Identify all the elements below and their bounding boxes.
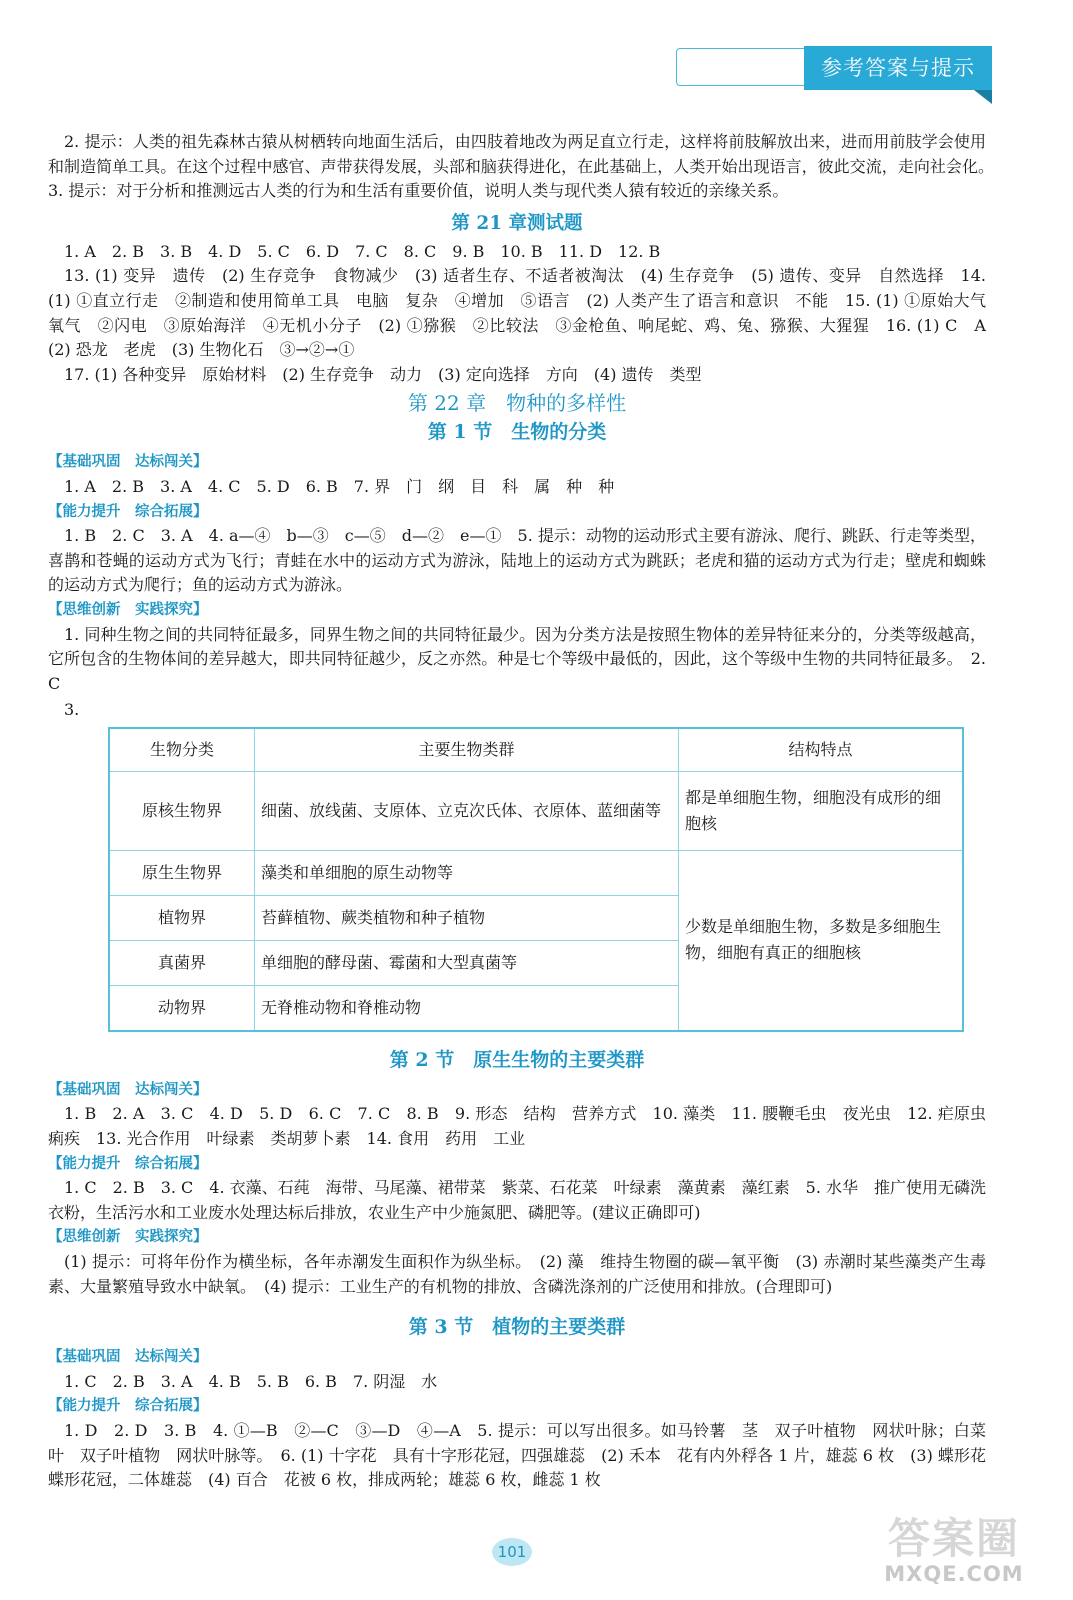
test21-title: 第 21 章测试题 [451,212,583,234]
watermark-url: MXQE.COM [884,1562,1024,1586]
sec1-think-answers: 1. 同种生物之间的共同特征最多，同界生物之间的共同特征最少。因为分类方法是按照生物体的差异特征来分的，分类等级越高，它所包含的生物体间的差异越大，即共同特征越少，反之亦然。种是七个等级中最低的，因此，这个等级中生物的共同特征最多。 2. C [48,624,986,693]
header-ribbon-fold [974,90,992,104]
header-title: 参考答案与提示 [804,46,992,90]
table-header-cell: 生物分类 [109,728,255,772]
groups-cell: 无脊椎动物和脊椎动物 [255,985,679,1031]
answer-content [48,130,1003,1493]
sec2-ability-tag: 【能力提升 综合拓展】 [48,1155,208,1172]
watermark [854,1516,1054,1588]
groups-cell: 苔藓植物、蕨类植物和种子植物 [255,895,679,940]
sec1-think-tag: 【思维创新 实践探究】 [48,601,208,618]
kingdom-cell: 原核生物界 [109,771,255,850]
table-row [109,771,963,850]
sec3-ability-answers: 1. D 2. D 3. B 4. ①—B ②—C ③—D ④—A 5. 提示：可以写出很多。如马铃薯 茎 双子叶植物 网状叶脉；白菜 叶 双子叶植物 网状叶脉等。 6. (1) 十字花 具有十字形花冠，四强雄蕊 (2) 禾本 花有内外稃各 1 片，雄蕊 6 枚 (3) 蝶形花 蝶形花冠，二体雄蕊 (4) 百合 花被 6 枚，排成两轮；雄蕊 6 枚，雌蕊 1 枚 [48,1421,1003,1490]
sec1-basic-answers: 1. A 2. B 3. A 4. C 5. D 6. B 7. 界 门 纲 目 科 属 种 种 [64,476,615,496]
chapter22-title: 第 22 章 物种的多样性 [407,391,627,416]
kingdom-cell: 真菌界 [109,940,255,985]
sec3-basic-answers: 1. C 2. B 3. A 4. B 5. B 6. B 7. 阴湿 水 [64,1371,438,1391]
sec3-basic-tag: 【基础巩固 达标闯关】 [48,1349,208,1366]
groups-cell: 藻类和单细胞的原生动物等 [255,850,679,895]
table-header-row [109,728,963,772]
test21-line: 13. (1) 变异 遗传 (2) 生存竞争 食物减少 (3) 适者生存、不适者被淘汰 (4) 生存竞争 (5) 遗传、变异 自然选择 14. (1) ①直立行走 ②制造和使用简单工具 电脑 复杂 ④增加 ⑤语言 (2) 人类产生了语言和意识 不能 15. (1) ①原始大气 氧气 ②闪电 ③原始海洋 ④无机小分子 (2) ①猕猴 ②比较法 ③金枪鱼、响尾蛇、鸡、兔、猕猴、大猩猩 16. (1) C A (2) 恐龙 老虎 (3) 生物化石 ③→②→① [48,266,1003,360]
sec1-ability-answers: 1. B 2. C 3. A 4. a—④ b—③ c—⑤ d—② e—① 5. 提示：动物的运动形式主要有游泳、爬行、跳跃、行走等类型，喜鹊和苍蝇的运动方式为飞行；青蛙在水中的运动方式为游泳，陆地上的运动方式为跳跃；老虎和猫的运动方式为行走；壁虎和蜘蛛的运动方式为爬行；鱼的运动方式为游泳。 [48,526,986,595]
intro-paragraph: 2. 提示：人类的祖先森林古猿从树栖转向地面生活后，由四肢着地改为两足直立行走，这样将前肢解放出来，进而用前肢学会使用和制造简单工具。在这个过程中感官、声带获得发展，头部和脑获得进化，在此基础上，人类开始出现语言，彼此交流，走向社会化。 3. 提示：对于分析和推测远古人类的行为和生活有重要价值，说明人类与现代类人猿有较近的亲缘关系。 [48,132,1003,201]
groups-cell: 细菌、放线菌、支原体、立克次氏体、衣原体、蓝细菌等 [255,771,679,850]
sec3-title: 第 3 节 植物的主要类群 [408,1316,626,1339]
sec2-basic-answers: 1. B 2. A 3. C 4. D 5. D 6. C 7. C 8. B 9. 形态 结构 营养方式 10. 藻类 11. 腰鞭毛虫 夜光虫 12. 疟原虫 痢疾 13. 光合作用 叶绿素 类胡萝卜素 14. 食用 药用 工业 [48,1104,1003,1149]
sec1-basic-tag: 【基础巩固 达标闯关】 [48,454,208,471]
table-row [109,850,963,895]
test21-line: 17. (1) 各种变异 原始材料 (2) 生存竞争 动力 (3) 定向选择 方向 (4) 遗传 类型 [64,364,702,384]
sec1-q3-number: 3. [64,700,80,720]
sec2-ability-answers: 1. C 2. B 3. C 4. 衣藻、石莼 海带、马尾藻、裙带菜 紫菜、石花菜 叶绿素 藻黄素 藻红素 5. 水华 推广使用无磷洗衣粉，生活污水和工业废水处理达标后排放，农业生产中少施氮肥、磷肥等。(建议正确即可) [48,1178,987,1222]
sec1-title: 第 1 节 生物的分类 [427,421,607,444]
feature-cell: 都是单细胞生物，细胞没有成形的细胞核 [679,771,964,850]
sec2-think-tag: 【思维创新 实践探究】 [48,1229,208,1246]
kingdom-cell: 动物界 [109,985,255,1031]
kingdom-cell: 原生生物界 [109,850,255,895]
feature-cell: 少数是单细胞生物，多数是多细胞生物，细胞有真正的细胞核 [679,850,964,1031]
page-number: 101 [492,1538,532,1566]
sec2-basic-tag: 【基础巩固 达标闯关】 [48,1081,208,1098]
sec3-ability-tag: 【能力提升 综合拓展】 [48,1398,208,1415]
table-header-cell: 主要生物类群 [255,728,679,772]
groups-cell: 单细胞的酵母菌、霉菌和大型真菌等 [255,940,679,985]
classification-table [108,727,964,1032]
kingdom-cell: 植物界 [109,895,255,940]
table-header-cell: 结构特点 [679,728,964,772]
watermark-logo: 答案圈 [887,1514,1020,1563]
sec1-ability-tag: 【能力提升 综合拓展】 [48,503,208,520]
sec2-title: 第 2 节 原生生物的主要类群 [389,1048,645,1071]
header-frame [676,48,805,86]
test21-line: 1. A 2. B 3. B 4. D 5. C 6. D 7. C 8. C 9. B 10. B 11. D 12. B [64,241,661,261]
sec2-think-answers: (1) 提示：可将年份作为横坐标，各年赤潮发生面积作为纵坐标。 (2) 藻 维持生物圈的碳—氧平衡 (3) 赤潮时某些藻类产生毒素、大量繁殖导致水中缺氧。 (4) 提示：工业生产的有机物的排放、含磷洗涤剂的广泛使用和排放。(合理即可) [48,1252,986,1296]
